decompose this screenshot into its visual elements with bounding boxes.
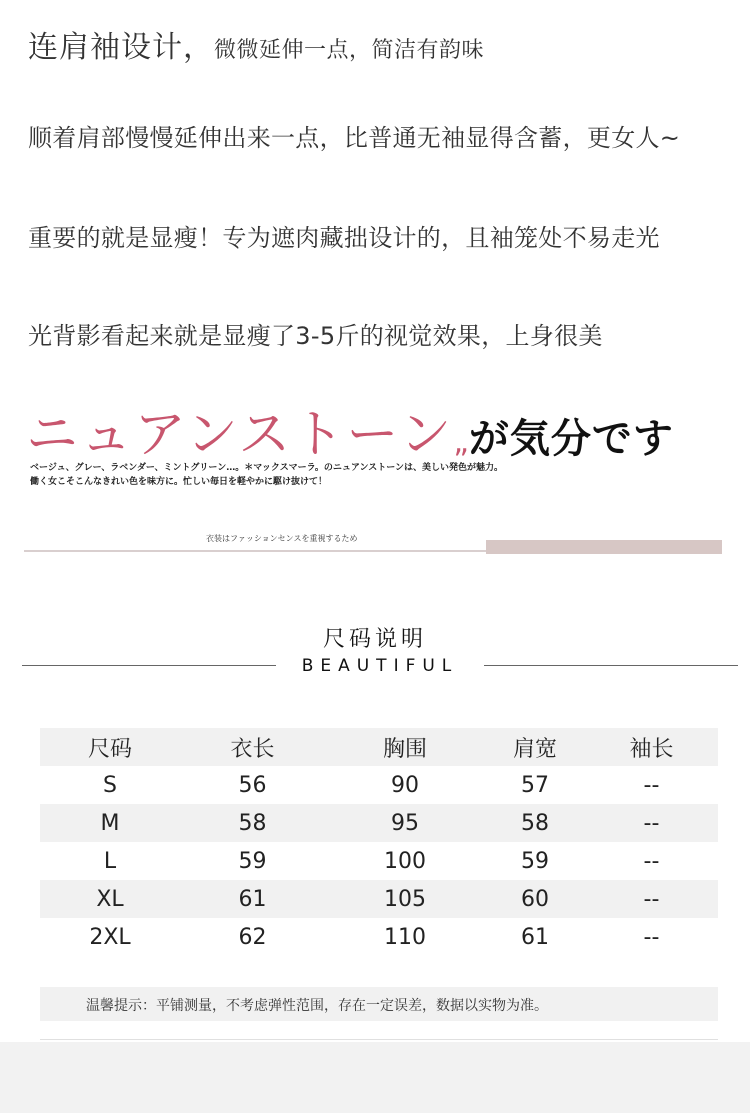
description-line-4: 光背影看起来就是显瘦了3-5斤的视觉效果，上身很美 bbox=[28, 322, 603, 350]
cell-shoulder: 61 bbox=[521, 924, 549, 950]
cell-size: 2XL bbox=[89, 924, 131, 950]
cell-shoulder: 59 bbox=[521, 848, 549, 874]
banner-title-black: が気分です bbox=[468, 416, 674, 462]
size-section-rule-right bbox=[484, 665, 738, 666]
banner-divider bbox=[24, 550, 486, 552]
size-table bbox=[40, 728, 718, 956]
cell-bust: 95 bbox=[391, 810, 419, 836]
description-line-1 bbox=[28, 22, 484, 66]
description-line-1-detail: 微微延伸一点，简洁有韵味 bbox=[214, 38, 485, 63]
cell-shoulder: 60 bbox=[521, 886, 549, 912]
cell-sleeve: -- bbox=[643, 886, 660, 912]
header-sleeve: 袖长 bbox=[629, 736, 674, 762]
size-section-rule-left bbox=[22, 665, 276, 666]
cell-length: 61 bbox=[238, 886, 267, 912]
header-length: 衣长 bbox=[230, 736, 275, 762]
note-divider bbox=[40, 1039, 718, 1040]
size-table-header-row bbox=[40, 728, 718, 766]
header-size: 尺码 bbox=[87, 736, 132, 762]
banner-subtitle-line-2: 働く女こそこんなきれい色を味方に。忙しい毎日を軽やかに駆け抜けて！ bbox=[30, 477, 328, 487]
table-row bbox=[40, 842, 718, 880]
banner-accent-block bbox=[486, 540, 722, 554]
cell-shoulder: 58 bbox=[521, 810, 549, 836]
cell-length: 59 bbox=[238, 848, 267, 874]
header-shoulder: 肩宽 bbox=[512, 736, 557, 762]
cell-sleeve: -- bbox=[643, 848, 660, 874]
table-row bbox=[40, 804, 718, 842]
footer-band bbox=[0, 1042, 750, 1113]
banner-title bbox=[26, 392, 674, 467]
cell-size: M bbox=[100, 810, 120, 836]
cell-bust: 105 bbox=[384, 886, 426, 912]
cell-shoulder: 57 bbox=[521, 772, 549, 798]
banner-title-pink: ニュアンストーン bbox=[26, 405, 454, 465]
cell-length: 62 bbox=[238, 924, 267, 950]
banner-title-quote: „ bbox=[453, 425, 469, 460]
cell-size: XL bbox=[96, 886, 124, 912]
description-line-2: 顺着肩部慢慢延伸出来一点，比普通无袖显得含蓄，更女人~ bbox=[28, 124, 681, 152]
measurement-note bbox=[40, 987, 718, 1021]
table-row bbox=[40, 880, 718, 918]
header-bust: 胸围 bbox=[382, 736, 427, 762]
cell-length: 58 bbox=[238, 810, 267, 836]
table-row bbox=[40, 918, 718, 956]
cell-size: S bbox=[103, 772, 117, 798]
banner-caption: 衣装はファッションセンスを重視するため bbox=[206, 534, 358, 543]
description-line-1-heading: 连肩袖设计， bbox=[28, 30, 214, 65]
size-section-subtitle: BEAUTIFUL bbox=[301, 656, 459, 676]
cell-sleeve: -- bbox=[643, 810, 660, 836]
measurement-note-text: 温馨提示：平铺测量，不考虑弹性范围，存在一定误差，数据以实物为准。 bbox=[86, 998, 548, 1014]
cell-length: 56 bbox=[238, 772, 267, 798]
cell-size: L bbox=[103, 848, 117, 874]
cell-bust: 90 bbox=[391, 772, 419, 798]
cell-bust: 110 bbox=[384, 924, 426, 950]
cell-bust: 100 bbox=[384, 848, 426, 874]
banner-subtitle-line-1: ベージュ、グレー、ラベンダー、ミントグリーン…。＊マックスマーラ。のニュアンストーンは、美しい発色が魅力。 bbox=[30, 463, 504, 473]
table-row bbox=[40, 766, 718, 804]
cell-sleeve: -- bbox=[643, 924, 660, 950]
description-line-3: 重要的就是显瘦！专为遮肉藏拙设计的，且袖笼处不易走光 bbox=[28, 224, 660, 252]
size-section-title: 尺码说明 bbox=[322, 627, 427, 652]
cell-sleeve: -- bbox=[643, 772, 660, 798]
